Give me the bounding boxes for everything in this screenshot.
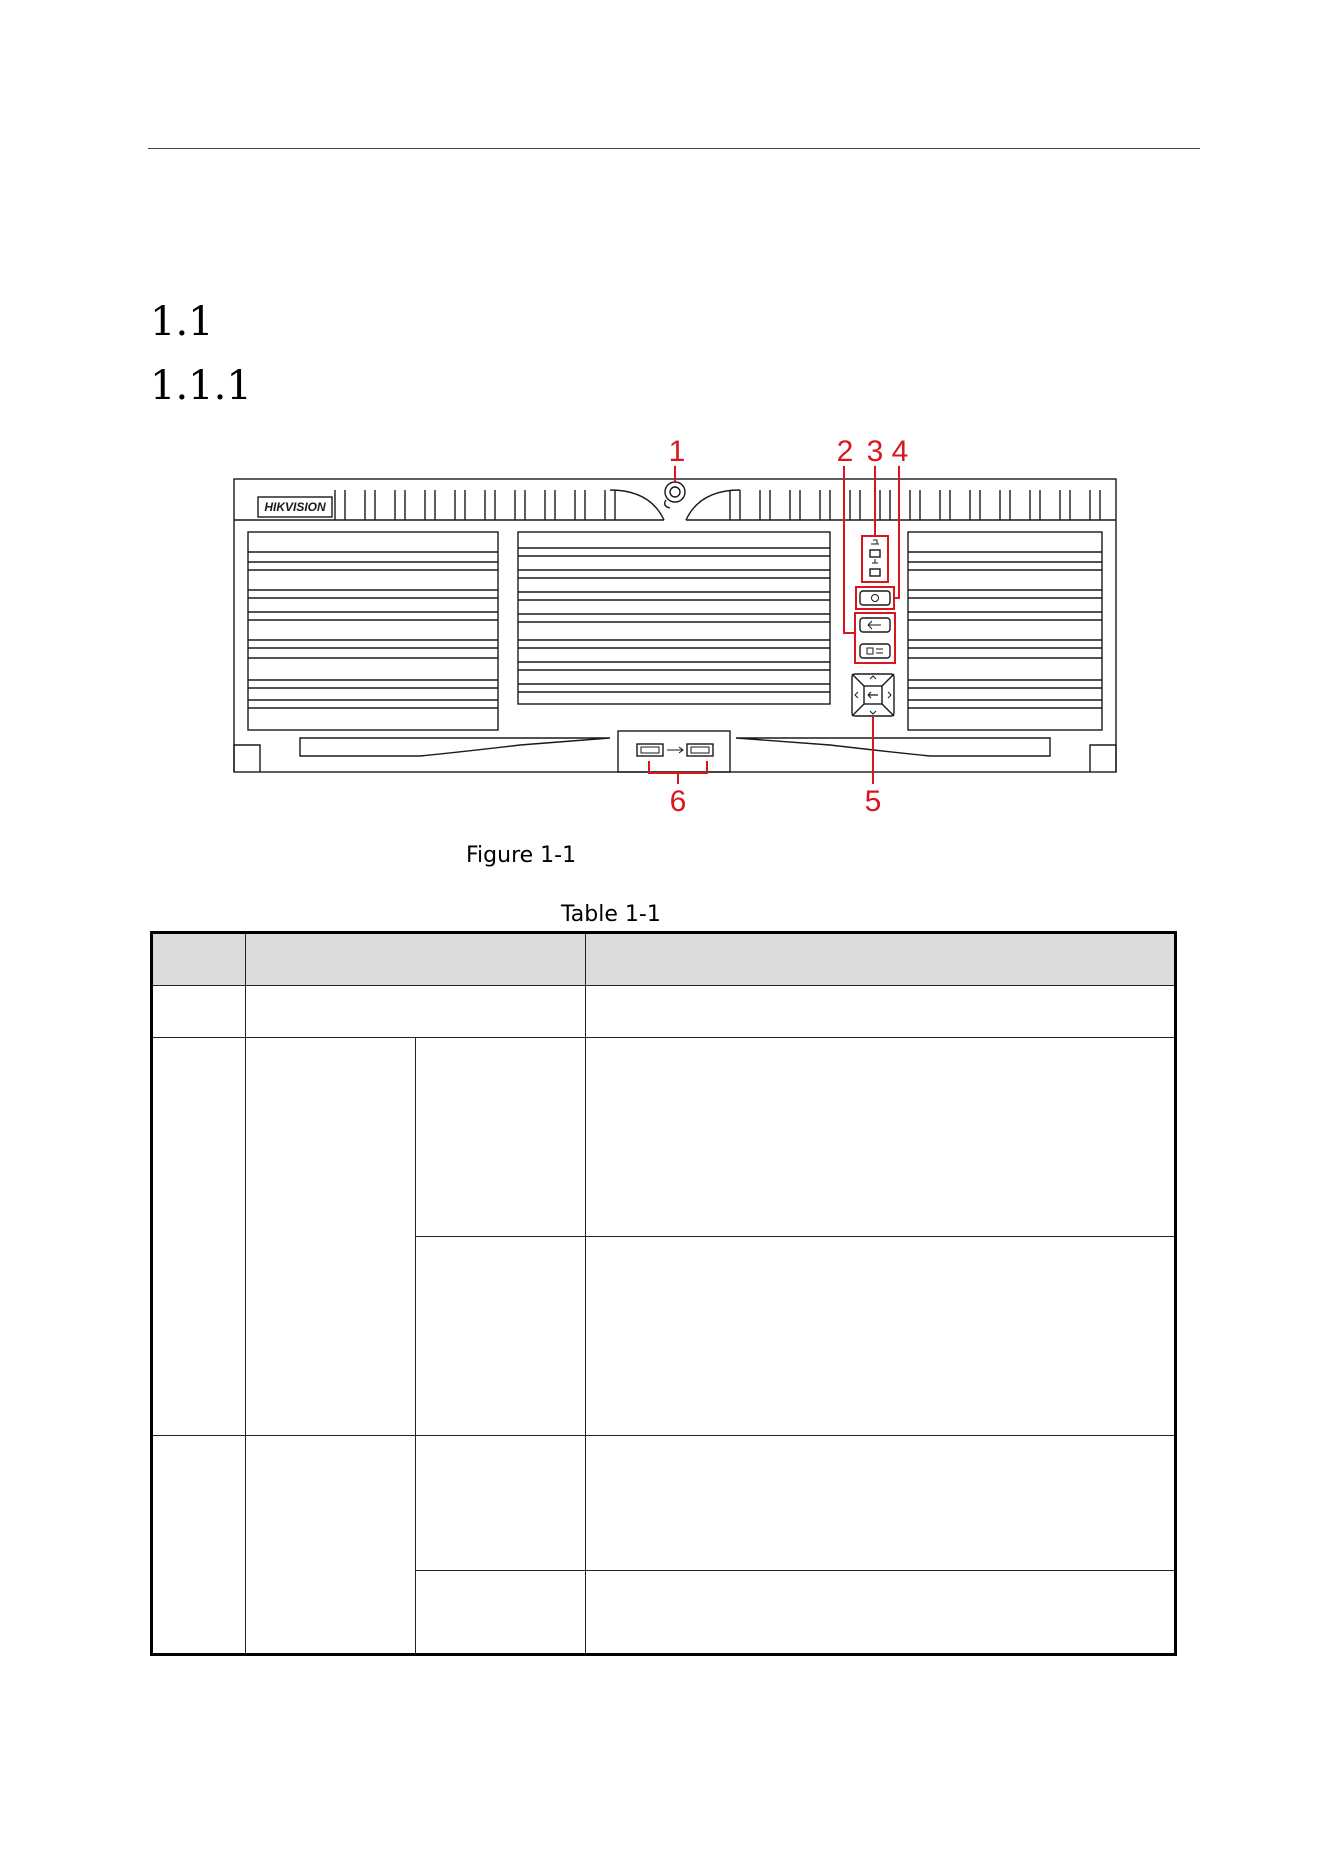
table-cell <box>152 1038 246 1436</box>
callout-box-2 <box>855 613 895 663</box>
callout-number-2: 2 <box>836 435 854 468</box>
table-cell <box>246 1436 416 1655</box>
lock-icon <box>665 482 685 508</box>
power-button-drawing <box>860 591 890 605</box>
table-cell <box>416 1038 586 1237</box>
usb-ports <box>637 744 713 756</box>
table-row <box>152 986 1176 1038</box>
status-indicators <box>870 540 880 576</box>
header-cell-name <box>246 933 586 986</box>
table-cell <box>586 1038 1176 1237</box>
table-row <box>152 1038 1176 1237</box>
table-cell <box>246 1038 416 1436</box>
chassis-outline <box>234 479 1116 772</box>
header-cell-description <box>586 933 1176 986</box>
table-caption: Table 1-1 <box>561 902 661 927</box>
specification-table <box>150 931 1177 1656</box>
bottom-strip <box>300 731 1050 772</box>
back-button-drawing <box>860 618 890 632</box>
table-cell <box>586 1571 1176 1655</box>
callout-number-3: 3 <box>866 435 884 468</box>
leader-line-4 <box>894 466 899 598</box>
callout-number-1: 1 <box>668 435 686 468</box>
center-drive-bay <box>518 532 830 704</box>
callout-number-5: 5 <box>864 785 882 818</box>
table-row <box>152 1436 1176 1571</box>
table-cell <box>586 1237 1176 1436</box>
left-drive-bay <box>248 532 498 730</box>
menu-button-drawing <box>860 644 890 658</box>
table-cell <box>246 986 586 1038</box>
top-vent-right <box>686 490 1116 520</box>
device-front-panel-figure <box>0 0 1324 840</box>
table-cell <box>586 1436 1176 1571</box>
table-cell <box>416 1237 586 1436</box>
leader-line-6 <box>649 761 707 784</box>
table-cell <box>416 1436 586 1571</box>
figure-caption: Figure 1-1 <box>466 843 577 868</box>
callout-number-4: 4 <box>891 435 909 468</box>
table-cell <box>586 986 1176 1038</box>
header-cell-number <box>152 933 246 986</box>
callout-number-6: 6 <box>669 785 687 818</box>
table-header-row <box>152 933 1176 986</box>
table-cell <box>152 1436 246 1655</box>
right-drive-bay <box>908 532 1102 730</box>
subsection-heading: 1.1.1 <box>150 363 252 409</box>
section-heading: 1.1 <box>150 299 214 345</box>
brand-logo-text: HIKVISION <box>264 500 326 514</box>
direction-pad-drawing <box>852 674 894 716</box>
table-cell <box>152 986 246 1038</box>
table-cell <box>416 1571 586 1655</box>
